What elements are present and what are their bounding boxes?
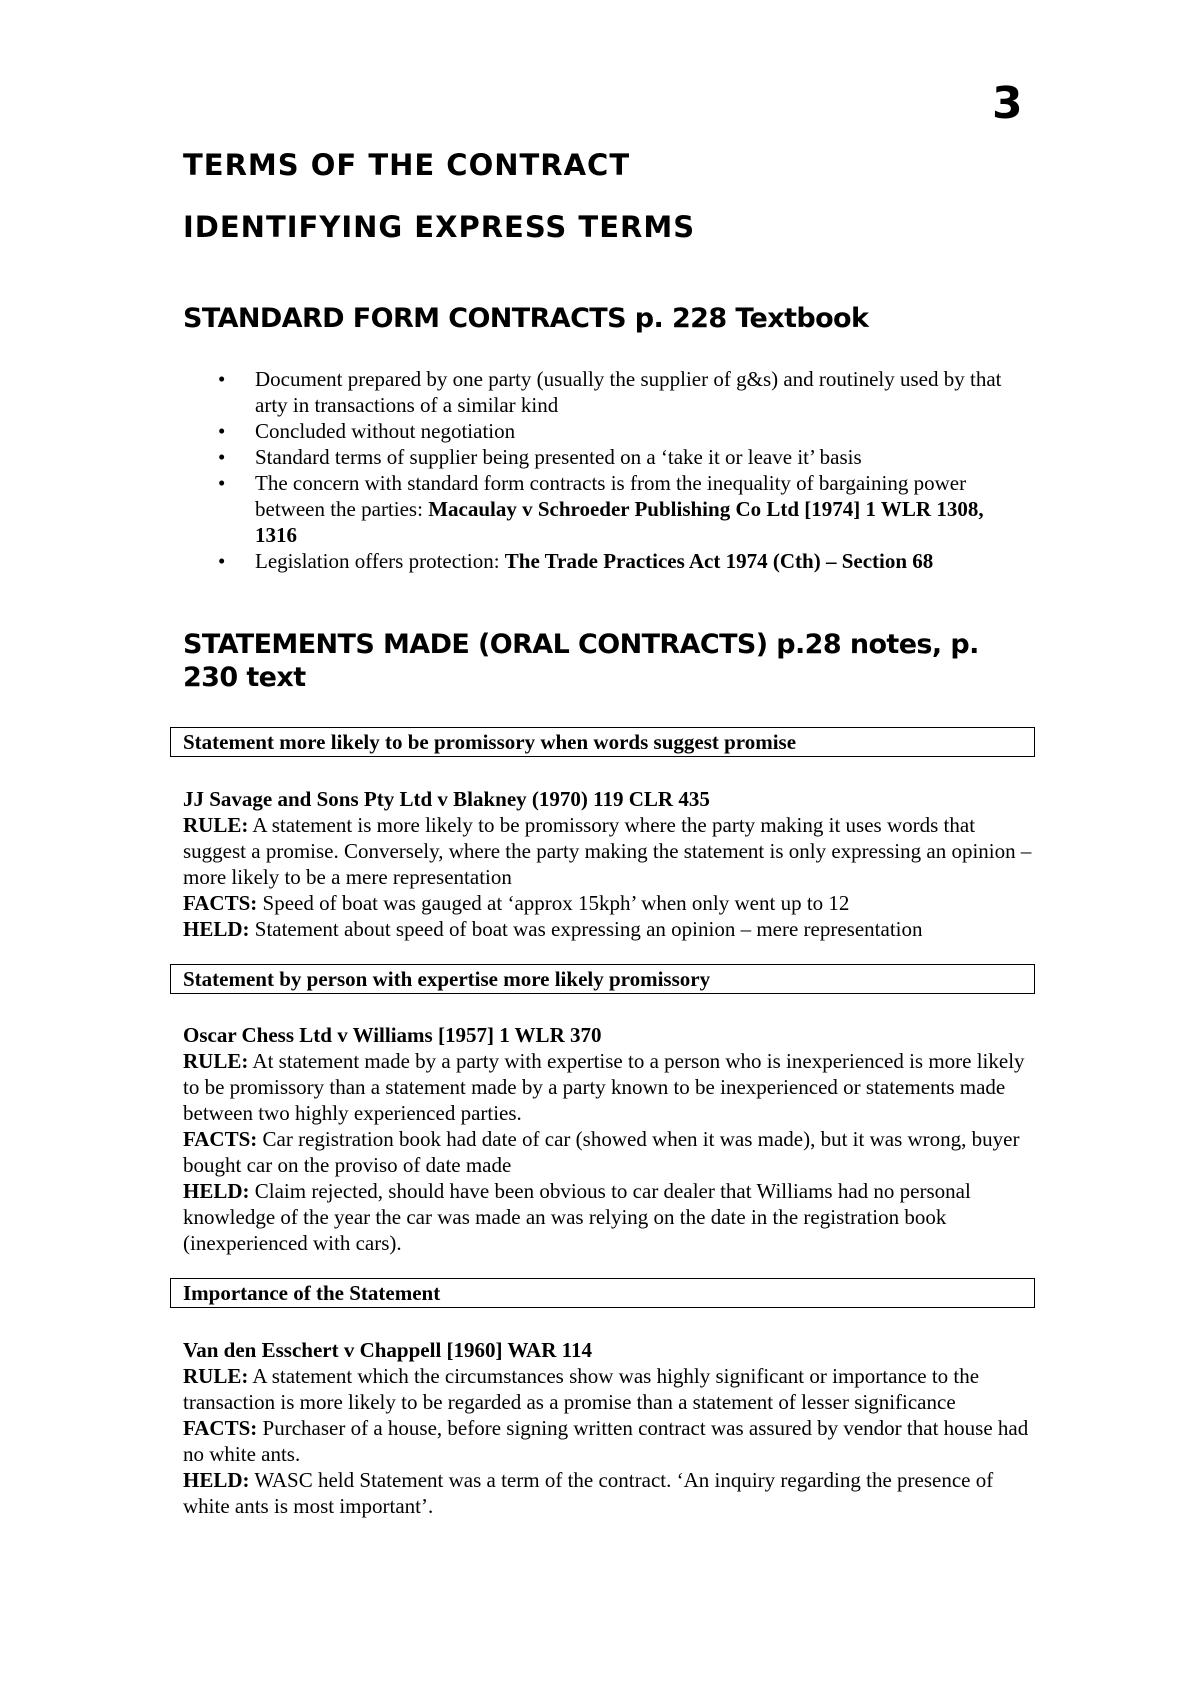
page-number: 3 bbox=[992, 78, 1023, 129]
case-facts bbox=[183, 890, 1033, 916]
held-label: HELD: bbox=[183, 1179, 250, 1203]
bullet-item bbox=[215, 444, 1027, 470]
bullet-dot: • bbox=[218, 549, 226, 573]
bullet-item bbox=[215, 418, 1027, 444]
held-label: HELD: bbox=[183, 1468, 250, 1492]
standard-form-contracts-heading: STANDARD FORM CONTRACTS p. 228 Textbook bbox=[183, 303, 869, 334]
case-name: Oscar Chess Ltd v Williams [1957] 1 WLR 370 bbox=[183, 1023, 602, 1047]
held-text: WASC held Statement was a term of the contract. ‘An inquiry regarding the presence of white ants is most important’. bbox=[183, 1468, 994, 1518]
bullet-dot: • bbox=[218, 445, 226, 469]
box-heading-importance: Importance of the Statement bbox=[170, 1278, 1035, 1308]
statements-made-heading: STATEMENTS MADE (ORAL CONTRACTS) p.28 notes, p. 230 text bbox=[183, 629, 979, 693]
case-facts bbox=[183, 1415, 1033, 1467]
case-rule bbox=[183, 812, 1033, 890]
bullet-item bbox=[215, 366, 1027, 418]
bullet-text: The concern with standard form contracts is from the inequality of bargaining power between the parties: bbox=[255, 471, 967, 521]
facts-label: FACTS: bbox=[183, 891, 258, 915]
standard-form-bullet-list bbox=[215, 366, 1027, 574]
bullet-item bbox=[215, 470, 1027, 548]
bullet-dot: • bbox=[218, 419, 226, 443]
bullet-dot: • bbox=[218, 367, 226, 391]
box-heading-promissory-words: Statement more likely to be promissory when words suggest promise bbox=[170, 727, 1035, 757]
held-label: HELD: bbox=[183, 917, 250, 941]
rule-text: A statement is more likely to be promissory where the party making it uses words that suggest a promise. Conversely, where the party making the statement is only expressing an opinion – more likely to be a mere representation bbox=[183, 813, 1032, 889]
chapter-heading: TERMS OF THE CONTRACT bbox=[183, 148, 631, 182]
rule-label: RULE: bbox=[183, 813, 249, 837]
rule-text: A statement which the circumstances show was highly significant or importance to the transaction is more likely to be regarded as a promise than a statement of lesser significance bbox=[183, 1364, 980, 1414]
bullet-item bbox=[215, 548, 1027, 574]
bullet-text: Standard terms of supplier being presented on a ‘take it or leave it’ basis bbox=[255, 445, 862, 469]
case-rule bbox=[183, 1048, 1033, 1126]
bullet-dot: • bbox=[218, 471, 226, 495]
facts-label: FACTS: bbox=[183, 1127, 258, 1151]
bullet-text: Legislation offers protection: bbox=[255, 549, 505, 573]
bullet-citation: Macaulay v Schroeder Publishing Co Ltd [1974] 1 WLR 1308, 1316 bbox=[255, 497, 984, 547]
subchapter-heading: IDENTIFYING EXPRESS TERMS bbox=[183, 210, 696, 244]
held-text: Claim rejected, should have been obvious to car dealer that Williams had no personal knowledge of the year the car was made an was relying on the date in the registration book (inexperienced with cars). bbox=[183, 1179, 971, 1255]
facts-text: Purchaser of a house, before signing written contract was assured by vendor that house had no white ants. bbox=[183, 1416, 1029, 1466]
rule-text: At statement made by a party with expertise to a person who is inexperienced is more likely to be promissory than a statement made by a party known to be inexperienced or statements made between two highly experienced parties. bbox=[183, 1049, 1025, 1125]
case-savage-v-blakney bbox=[183, 786, 1033, 942]
rule-label: RULE: bbox=[183, 1049, 249, 1073]
case-rule bbox=[183, 1363, 1033, 1415]
bullet-text: Document prepared by one party (usually the supplier of g&s) and routinely used by that arty in transactions of a similar kind bbox=[255, 367, 1002, 417]
case-held bbox=[183, 1467, 1033, 1519]
case-held bbox=[183, 916, 1033, 942]
case-van-den-esschert-v-chappell bbox=[183, 1337, 1033, 1519]
facts-label: FACTS: bbox=[183, 1416, 258, 1440]
bullet-citation: The Trade Practices Act 1974 (Cth) – Section 68 bbox=[504, 549, 934, 573]
case-oscar-chess-v-williams bbox=[183, 1022, 1033, 1256]
case-name: Van den Esschert v Chappell [1960] WAR 114 bbox=[183, 1338, 592, 1362]
facts-text: Car registration book had date of car (showed when it was made), but it was wrong, buyer bought car on the proviso of date made bbox=[183, 1127, 1020, 1177]
case-held bbox=[183, 1178, 1033, 1256]
bullet-text: Concluded without negotiation bbox=[255, 419, 516, 443]
box-heading-expertise: Statement by person with expertise more likely promissory bbox=[170, 964, 1035, 994]
rule-label: RULE: bbox=[183, 1364, 249, 1388]
held-text: Statement about speed of boat was expressing an opinion – mere representation bbox=[249, 917, 923, 941]
case-name: JJ Savage and Sons Pty Ltd v Blakney (1970) 119 CLR 435 bbox=[183, 787, 710, 811]
facts-text: Speed of boat was gauged at ‘approx 15kph’ when only went up to 12 bbox=[257, 891, 850, 915]
case-facts bbox=[183, 1126, 1033, 1178]
